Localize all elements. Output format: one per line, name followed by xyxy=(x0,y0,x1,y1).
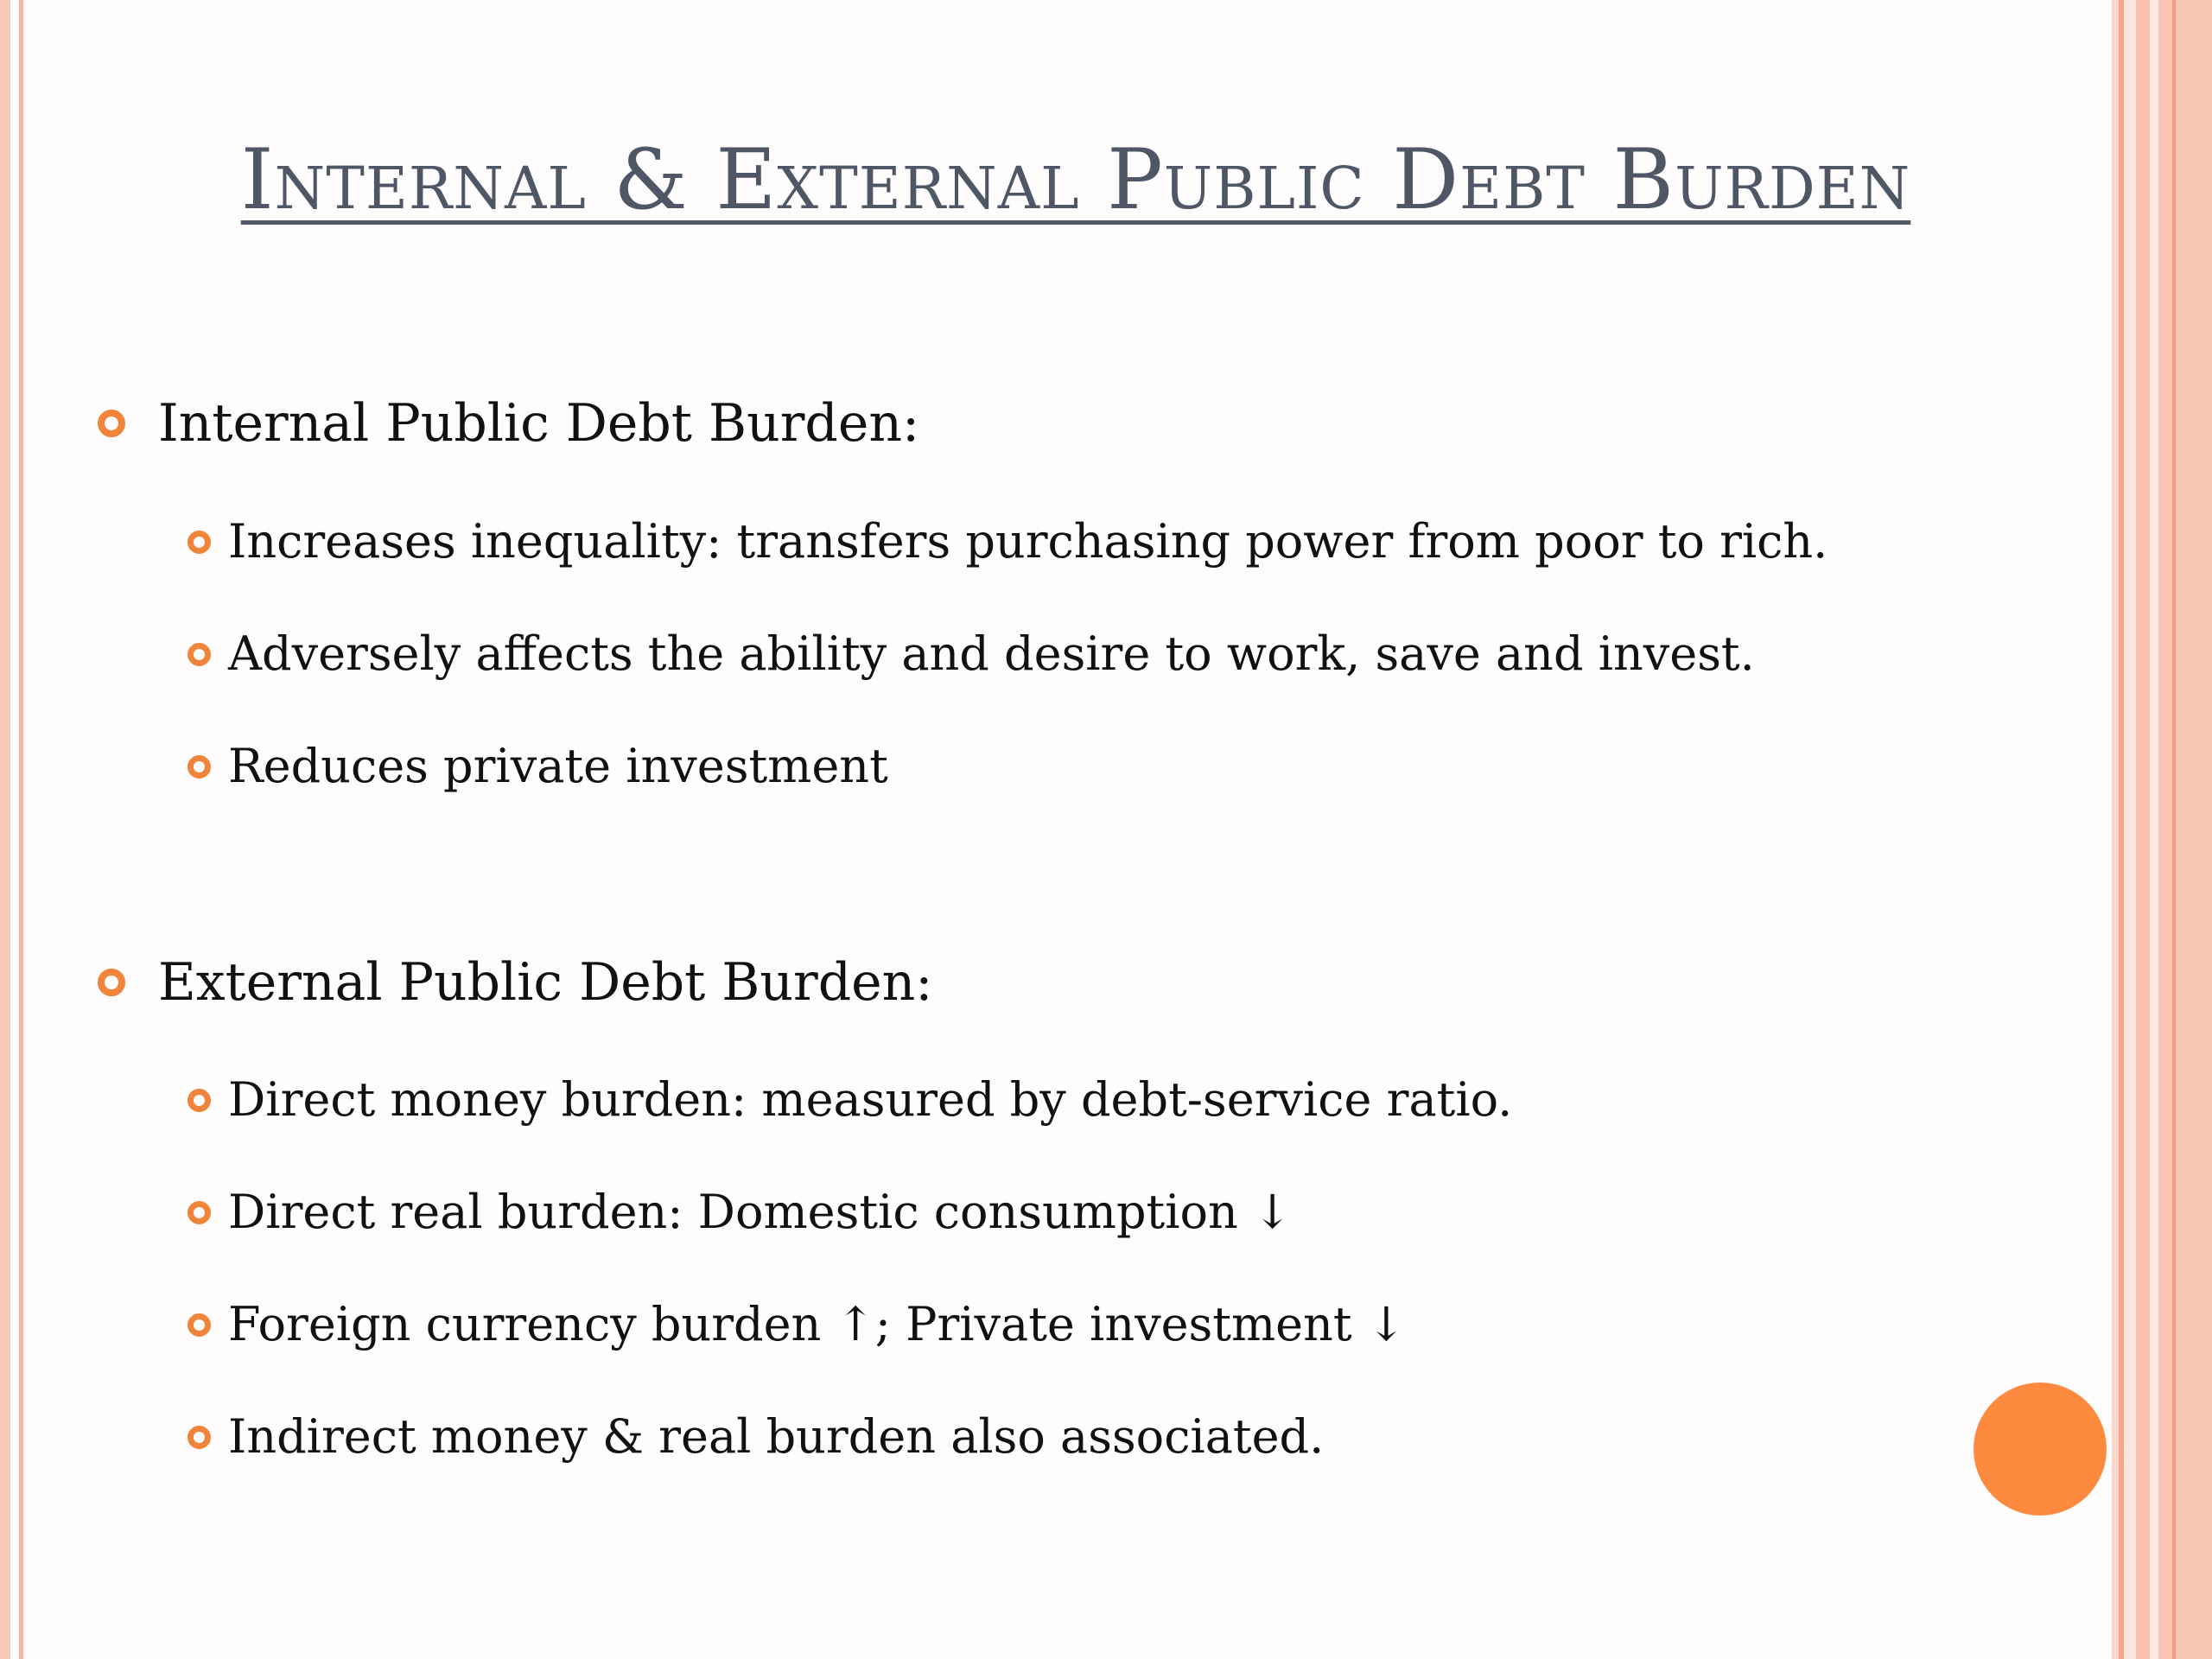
slide-title: Internal & External Public Debt Burden xyxy=(240,131,1911,228)
list-item xyxy=(188,1072,1513,1127)
list-item-text: Increases inequality: transfers purchasing power from poor to rich. xyxy=(228,514,1828,569)
circle-bullet-icon xyxy=(188,531,211,554)
circle-bullet-icon xyxy=(98,410,125,437)
stripe xyxy=(2112,0,2119,1659)
stripe xyxy=(2124,0,2136,1659)
list-item-text: Direct real burden: Domestic consumption ↓ xyxy=(228,1185,1293,1239)
right-decorative-stripes xyxy=(2112,0,2212,1659)
list-item-text: Reduces private investment xyxy=(228,739,888,793)
stripe xyxy=(2136,0,2150,1659)
list-item xyxy=(188,1409,1325,1464)
circle-bullet-icon xyxy=(188,1201,211,1224)
list-item-text: Indirect money & real burden also associated. xyxy=(228,1409,1325,1464)
circle-bullet-icon xyxy=(188,1426,211,1449)
list-item xyxy=(188,514,1828,569)
stripe xyxy=(2150,0,2158,1659)
list-item xyxy=(188,739,888,793)
stripe xyxy=(2158,0,2212,1659)
list-item xyxy=(188,626,1755,681)
list-item-text: Foreign currency burden ↑; Private investment ↓ xyxy=(228,1297,1407,1351)
stripe xyxy=(2172,0,2176,1659)
list-item xyxy=(188,1185,1293,1239)
list-item xyxy=(188,1297,1407,1351)
circle-bullet-icon xyxy=(188,1313,211,1337)
section-heading-external xyxy=(98,952,933,1013)
circle-bullet-icon xyxy=(188,1089,211,1112)
section-heading-text: External Public Debt Burden: xyxy=(158,952,933,1013)
circle-bullet-icon xyxy=(98,969,125,996)
section-heading-internal xyxy=(98,393,920,454)
list-item-text: Direct money burden: measured by debt-service ratio. xyxy=(228,1072,1513,1127)
circle-bullet-icon xyxy=(188,643,211,666)
circle-bullet-icon xyxy=(188,755,211,779)
section-heading-text: Internal Public Debt Burden: xyxy=(158,393,920,454)
list-item-text: Adversely affects the ability and desire to work, save and invest. xyxy=(228,626,1755,681)
